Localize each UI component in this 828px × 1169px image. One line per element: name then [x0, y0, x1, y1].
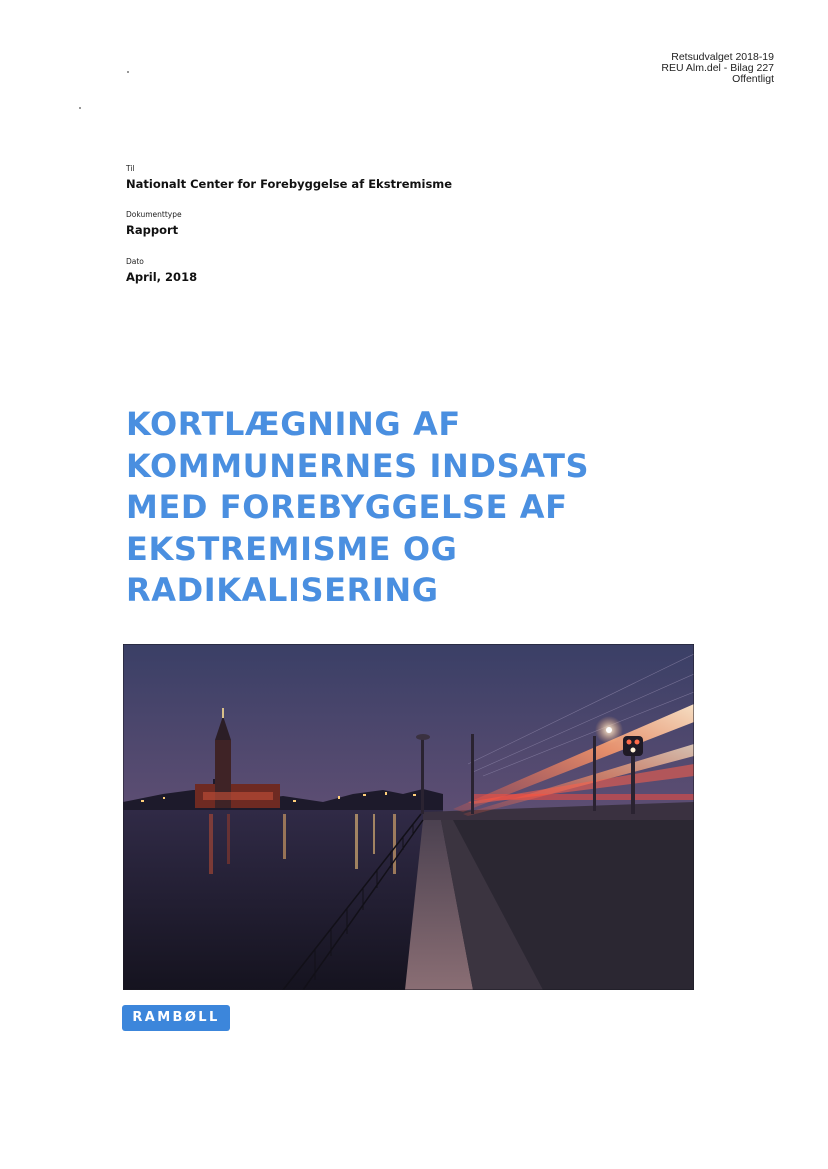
recipient-block [126, 164, 452, 191]
recipient-value: Nationalt Center for Forebyggelse af Ekstremisme [126, 177, 453, 191]
scan-speck [127, 71, 129, 73]
ramboll-logo: RAMBØLL [122, 1005, 230, 1031]
document-type-label: Dokumenttype [126, 210, 182, 219]
document-type-block [126, 210, 182, 237]
scan-speck [79, 107, 81, 109]
date-value: April, 2018 [126, 270, 198, 284]
recipient-label: Til [126, 164, 135, 173]
title-line: RADIKALISERING [126, 571, 439, 609]
stamp-line-reference: REU Alm.del - Bilag 227 [661, 62, 774, 74]
stamp-line-status: Offentligt [732, 73, 774, 85]
registration-stamp [661, 52, 774, 85]
title-line: EKSTREMISME OG [126, 529, 458, 568]
title-line: KORTLÆGNING AF [126, 405, 461, 443]
document-type-value: Rapport [126, 223, 179, 237]
report-title [126, 404, 686, 612]
date-block [126, 257, 197, 284]
title-line: KOMMUNERNES INDSATS [126, 446, 590, 485]
cover-photo [123, 644, 694, 990]
title-line: MED FOREBYGGELSE AF [126, 488, 568, 526]
date-label: Dato [126, 257, 144, 266]
stamp-line-committee: Retsudvalget 2018-19 [671, 51, 774, 63]
